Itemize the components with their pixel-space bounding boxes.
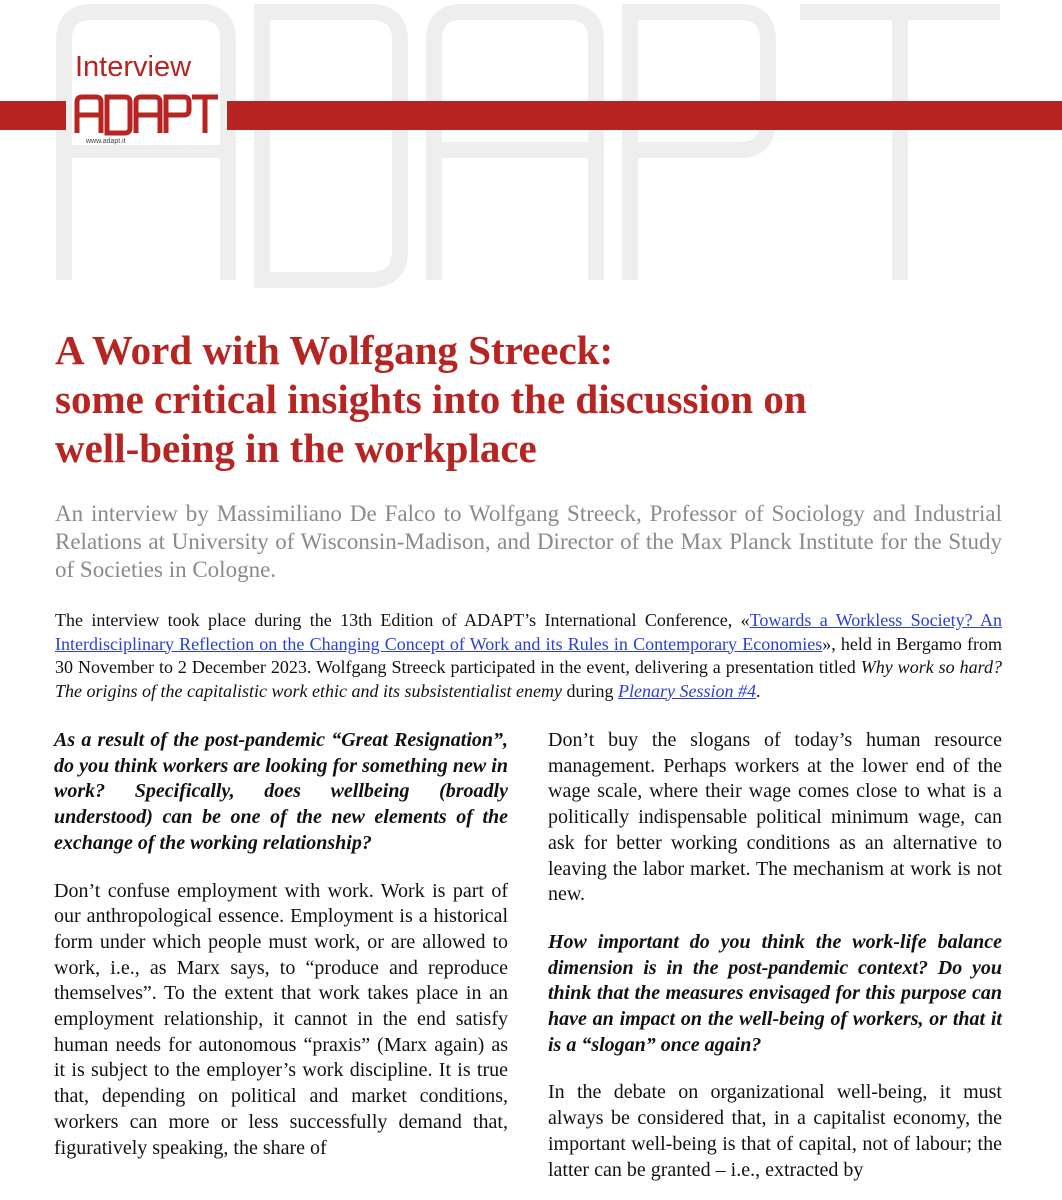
- plenary-session-link[interactable]: Plenary Session #4: [617, 680, 756, 701]
- answer-1-continued: Don’t buy the slogans of today’s human resource management. Perhaps workers at the lower end of the wage scale, where their wage comes close to what is a politically indispensable political minimum wage, can ask for better working conditions as an alternative to leaving the labor market. The mechanism at work is not new.: [548, 729, 1002, 906]
- brand-bar-right: [227, 101, 1062, 130]
- intro-text-1: The interview took place during the 13th Edition of ADAPT’s International Conference, «: [55, 610, 750, 630]
- title-line-2: some critical insights into the discussion on: [55, 376, 807, 422]
- logo-url-text: www.adapt.it: [86, 138, 126, 145]
- adapt-watermark: [0, 0, 1062, 300]
- paragraph-gap: [548, 908, 1002, 930]
- conference-link[interactable]: Towards a Workless Society? An Interdisciplinary Reflection on the Changing Concept of Work and its Rules in Contemporary Economies: [55, 610, 1002, 654]
- intro-text-3: during: [561, 680, 618, 701]
- answer-2: In the debate on organizational well-being, it must always be considered that, in a capitalist economy, the important well-being is that of capital, not of labour; the latter can be granted – i.e., extracted by: [548, 1081, 1002, 1181]
- adapt-logo: [72, 93, 220, 145]
- title-line-3: well-being in the workplace: [55, 425, 537, 471]
- article-title: [55, 326, 1015, 473]
- right-column: [548, 728, 1002, 1183]
- title-line-1: A Word with Wolfgang Streeck:: [55, 327, 614, 373]
- paragraph-gap: [54, 857, 508, 879]
- question-2: How important do you think the work-life balance dimension is in the post-pandemic context? Do you think that the measures envisaged for this purpose can have an impact on the well-being of workers, or that it is a “slogan” once again?: [548, 930, 1002, 1056]
- answer-1: Don’t confuse employment with work. Work is part of our anthropological essence. Employment is a historical form under which people must work, or are allowed to work, i.e., as Marx says, to “produce and reproduce themselves”. To the extent that work takes place in an employment relationship, it cannot in the end satisfy human needs for autonomous “praxis” (Marx again) as it is subject to the employer’s work discipline. It is true that, depending on political and market conditions, workers can more or less successfully demand that, figuratively speaking, the share of: [54, 879, 508, 1159]
- presentation-title: Why work so hard? The origins of the capitalistic work ethic and its subsistentialist enemy: [55, 657, 1002, 701]
- section-label: Interview: [75, 51, 192, 83]
- brand-bar-left: [0, 101, 66, 130]
- question-1: As a result of the post-pandemic “Great Resignation”, do you think workers are looking for something new in work? Specifically, does wellbeing (broadly understood) can be one of the new elements of the exchange of the working relationship?: [54, 729, 508, 854]
- intro-text-2: », held in Bergamo from 30 November to 2 December 2023. Wolfgang Streeck participated in the event, delivering a presentation titled: [55, 633, 1002, 677]
- paragraph-gap: [548, 1058, 1002, 1080]
- intro-paragraph: [55, 609, 1002, 703]
- intro-text-4: .: [755, 680, 761, 701]
- left-column: [54, 728, 508, 1161]
- article-subtitle: An interview by Massimiliano De Falco to Wolfgang Streeck, Professor of Sociology and Industrial Relations at University of Wisconsin-Madison, and Director of the Max Planck Institute for the Study of Societies in Cologne.: [55, 501, 1002, 582]
